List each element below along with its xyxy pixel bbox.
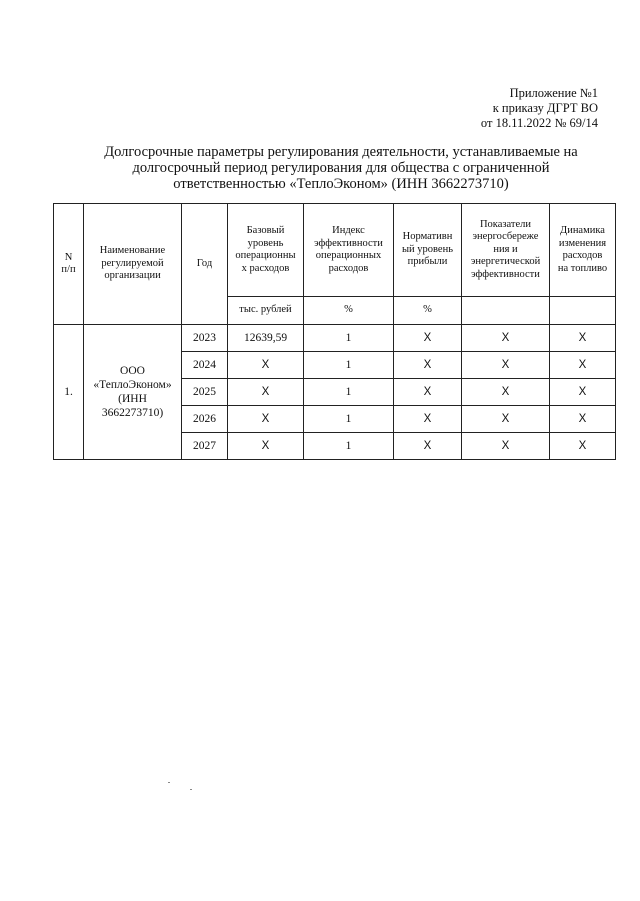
- organization-name: [84, 325, 182, 460]
- organization-line: 3662273710): [101, 407, 164, 419]
- profit-level-cell: X: [394, 433, 462, 460]
- efficiency-index-cell: 1: [304, 379, 394, 406]
- unit-cell: %: [304, 297, 394, 325]
- year-cell: 2024: [182, 352, 228, 379]
- base-opex-cell: 12639,59: [228, 325, 304, 352]
- unit-cell: тыс. рублей: [228, 297, 304, 325]
- unit-cell: %: [394, 297, 462, 325]
- col-header-fuel-dynamics: Динамика изменения расходов на топливо: [550, 204, 616, 297]
- title-line: долгосрочный период регулирования для общества с ограниченной: [132, 160, 550, 176]
- base-opex-cell: X: [228, 406, 304, 433]
- efficiency-index-cell: 1: [304, 433, 394, 460]
- energy-saving-cell: X: [462, 325, 550, 352]
- scan-speck: [190, 789, 192, 790]
- year-cell: 2023: [182, 325, 228, 352]
- col-header-year: Год: [182, 204, 228, 325]
- year-cell: 2025: [182, 379, 228, 406]
- col-header-efficiency-index: Индекс эффективности операционных расходов: [304, 204, 394, 297]
- title-line: ответственностью «ТеплоЭконом» (ИНН 3662273710): [173, 176, 509, 192]
- fuel-dynamics-cell: X: [550, 352, 616, 379]
- efficiency-index-cell: 1: [304, 325, 394, 352]
- profit-level-cell: X: [394, 406, 462, 433]
- energy-saving-cell: X: [462, 352, 550, 379]
- col-header-organization: Наименование регулируемой организации: [84, 204, 182, 325]
- annex-line: к приказу ДГРТ ВО: [492, 101, 598, 115]
- parameters-table: [53, 203, 616, 460]
- fuel-dynamics-cell: X: [550, 325, 616, 352]
- annex-reference: [358, 86, 598, 131]
- energy-saving-cell: X: [462, 433, 550, 460]
- energy-saving-cell: X: [462, 379, 550, 406]
- table-header-row: [54, 204, 616, 297]
- year-cell: 2027: [182, 433, 228, 460]
- col-header-base-opex: Базовый уровень операционны х расходов: [228, 204, 304, 297]
- annex-line: от 18.11.2022 № 69/14: [480, 116, 598, 130]
- fuel-dynamics-cell: X: [550, 433, 616, 460]
- energy-saving-cell: X: [462, 406, 550, 433]
- efficiency-index-cell: 1: [304, 352, 394, 379]
- unit-cell: [550, 297, 616, 325]
- scan-speck: [168, 782, 170, 783]
- organization-line: ООО: [120, 365, 145, 377]
- year-cell: 2026: [182, 406, 228, 433]
- document-title: [86, 144, 596, 192]
- fuel-dynamics-cell: X: [550, 406, 616, 433]
- annex-line: Приложение №1: [509, 86, 598, 100]
- base-opex-cell: X: [228, 352, 304, 379]
- col-header-number: N п/п: [54, 204, 84, 325]
- table-row: [54, 325, 616, 352]
- fuel-dynamics-cell: X: [550, 379, 616, 406]
- organization-line: «ТеплоЭконом»: [93, 379, 172, 391]
- efficiency-index-cell: 1: [304, 406, 394, 433]
- title-line: Долгосрочные параметры регулирования деятельности, устанавливаемые на: [104, 144, 578, 160]
- profit-level-cell: X: [394, 352, 462, 379]
- row-number: 1.: [54, 325, 84, 460]
- base-opex-cell: X: [228, 433, 304, 460]
- profit-level-cell: X: [394, 325, 462, 352]
- organization-line: (ИНН: [118, 393, 147, 405]
- col-header-energy-saving: Показатели энергосбереже ния и энергетической эффективности: [462, 204, 550, 297]
- unit-cell: [462, 297, 550, 325]
- profit-level-cell: X: [394, 379, 462, 406]
- col-header-profit-level: Нормативн ый уровень прибыли: [394, 204, 462, 297]
- base-opex-cell: X: [228, 379, 304, 406]
